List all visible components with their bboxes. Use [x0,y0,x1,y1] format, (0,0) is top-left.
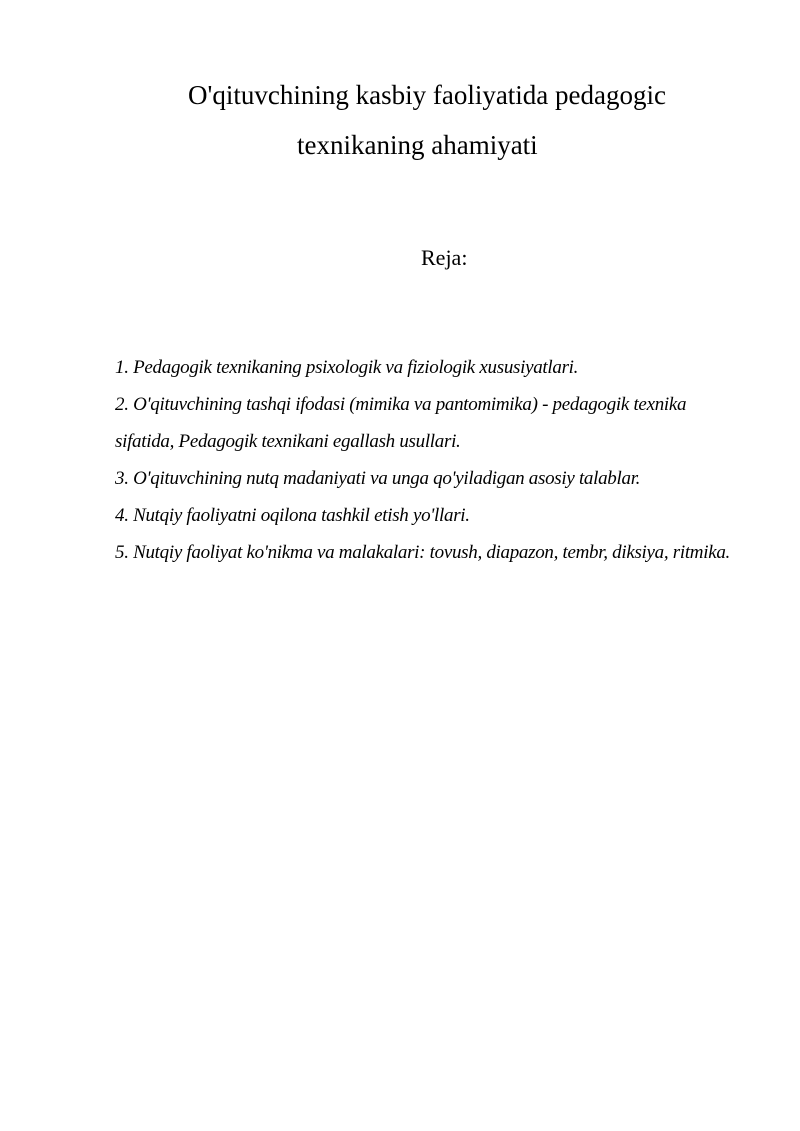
page-title-line-2: texnikaning ahamiyati [297,130,538,160]
plan-item-3: 3. O'qituvchining nutq madaniyati va unga qo'yiladigan asosiy talablar. [115,468,641,489]
plan-item-5: 5. Nutqiy faoliyat ko'nikma va malakalari: tovush, diapazon, tembr, diksiya, ritmika. [115,542,730,563]
plan-list [115,349,745,571]
plan-item-1: 1. Pedagogik texnikaning psixologik va fiziologik xususiyatlari. [115,357,579,378]
plan-item-2: 2. O'qituvchining tashqi ifodasi (mimika va pantomimika) - pedagogik texnika sifatida, Pedagogik texnikani egallash usullari. [115,394,687,452]
plan-heading: Reja: [421,245,468,270]
page-title-line-1: O'qituvchining kasbiy faoliyatida pedagogic [188,80,666,110]
plan-item-4: 4. Nutqiy faoliyatni oqilona tashkil etish yo'llari. [115,505,470,526]
